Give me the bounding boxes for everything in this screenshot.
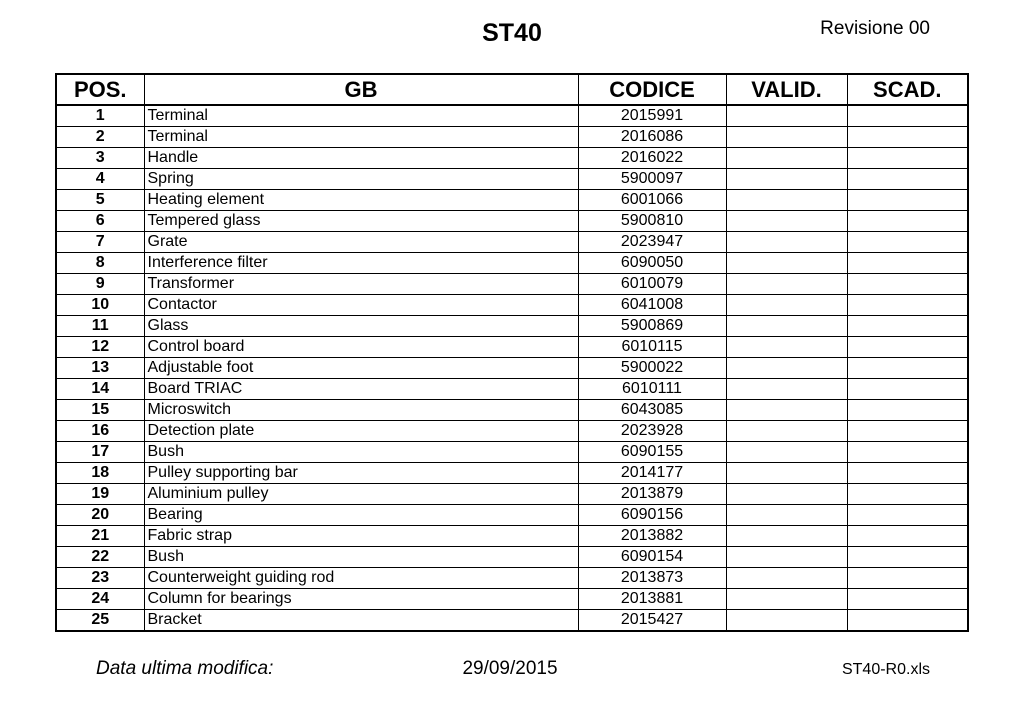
cell-code: 6010111 — [578, 379, 726, 400]
cell-description: Transformer — [144, 274, 578, 295]
table-row — [56, 295, 968, 316]
cell-pos: 22 — [56, 547, 144, 568]
cell-description: Bracket — [144, 610, 578, 632]
cell-scad — [847, 274, 968, 295]
cell-code: 2023947 — [578, 232, 726, 253]
table-row — [56, 127, 968, 148]
cell-valid — [726, 127, 847, 148]
cell-pos: 3 — [56, 148, 144, 169]
cell-pos: 16 — [56, 421, 144, 442]
cell-scad — [847, 463, 968, 484]
cell-code: 2016022 — [578, 148, 726, 169]
table-row — [56, 105, 968, 127]
cell-description: Pulley supporting bar — [144, 463, 578, 484]
cell-pos: 4 — [56, 169, 144, 190]
column-header-gb: GB — [144, 74, 578, 105]
table-row — [56, 568, 968, 589]
cell-code: 6090050 — [578, 253, 726, 274]
cell-valid — [726, 316, 847, 337]
cell-pos: 17 — [56, 442, 144, 463]
cell-valid — [726, 274, 847, 295]
cell-description: Heating element — [144, 190, 578, 211]
table-row — [56, 211, 968, 232]
cell-valid — [726, 484, 847, 505]
parts-table — [55, 73, 969, 632]
cell-code: 2014177 — [578, 463, 726, 484]
table-row — [56, 274, 968, 295]
cell-pos: 2 — [56, 127, 144, 148]
cell-code: 2013873 — [578, 568, 726, 589]
cell-description: Bearing — [144, 505, 578, 526]
cell-valid — [726, 253, 847, 274]
table-row — [56, 337, 968, 358]
cell-description: Board TRIAC — [144, 379, 578, 400]
cell-scad — [847, 127, 968, 148]
cell-code: 2015991 — [578, 105, 726, 127]
cell-code: 2013879 — [578, 484, 726, 505]
cell-valid — [726, 105, 847, 127]
cell-valid — [726, 568, 847, 589]
cell-valid — [726, 337, 847, 358]
cell-scad — [847, 358, 968, 379]
cell-scad — [847, 568, 968, 589]
cell-pos: 12 — [56, 337, 144, 358]
cell-valid — [726, 547, 847, 568]
cell-description: Terminal — [144, 127, 578, 148]
cell-description: Aluminium pulley — [144, 484, 578, 505]
cell-code: 2016086 — [578, 127, 726, 148]
column-header-scad: SCAD. — [847, 74, 968, 105]
cell-description: Handle — [144, 148, 578, 169]
cell-scad — [847, 232, 968, 253]
cell-scad — [847, 400, 968, 421]
cell-description: Spring — [144, 169, 578, 190]
cell-pos: 23 — [56, 568, 144, 589]
cell-code: 5900810 — [578, 211, 726, 232]
cell-description: Contactor — [144, 295, 578, 316]
cell-pos: 13 — [56, 358, 144, 379]
cell-code: 6041008 — [578, 295, 726, 316]
cell-valid — [726, 400, 847, 421]
cell-scad — [847, 589, 968, 610]
cell-valid — [726, 421, 847, 442]
cell-code: 2023928 — [578, 421, 726, 442]
table-row — [56, 190, 968, 211]
cell-description: Fabric strap — [144, 526, 578, 547]
last-modified-label: Data ultima modifica: — [96, 658, 274, 679]
cell-pos: 21 — [56, 526, 144, 547]
cell-scad — [847, 211, 968, 232]
cell-pos: 7 — [56, 232, 144, 253]
cell-description: Adjustable foot — [144, 358, 578, 379]
cell-pos: 8 — [56, 253, 144, 274]
cell-pos: 5 — [56, 190, 144, 211]
cell-code: 6090154 — [578, 547, 726, 568]
cell-description: Control board — [144, 337, 578, 358]
cell-scad — [847, 547, 968, 568]
cell-valid — [726, 610, 847, 632]
table-row — [56, 232, 968, 253]
table-row — [56, 589, 968, 610]
cell-pos: 10 — [56, 295, 144, 316]
cell-description: Interference filter — [144, 253, 578, 274]
cell-valid — [726, 589, 847, 610]
cell-code: 6090156 — [578, 505, 726, 526]
cell-description: Detection plate — [144, 421, 578, 442]
last-modified-date: 29/09/2015 — [462, 658, 558, 679]
cell-pos: 15 — [56, 400, 144, 421]
cell-pos: 25 — [56, 610, 144, 632]
cell-description: Column for bearings — [144, 589, 578, 610]
table-row — [56, 169, 968, 190]
cell-scad — [847, 505, 968, 526]
cell-valid — [726, 463, 847, 484]
cell-description: Glass — [144, 316, 578, 337]
revision-label: Revisione 00 — [820, 18, 930, 39]
table-row — [56, 316, 968, 337]
cell-scad — [847, 190, 968, 211]
cell-pos: 6 — [56, 211, 144, 232]
table-row — [56, 253, 968, 274]
cell-code: 6010079 — [578, 274, 726, 295]
cell-pos: 18 — [56, 463, 144, 484]
table-header-row — [56, 74, 968, 105]
cell-pos: 19 — [56, 484, 144, 505]
cell-valid — [726, 442, 847, 463]
table-row — [56, 421, 968, 442]
column-header-pos: POS. — [56, 74, 144, 105]
cell-scad — [847, 253, 968, 274]
cell-scad — [847, 484, 968, 505]
table-row — [56, 358, 968, 379]
cell-pos: 24 — [56, 589, 144, 610]
cell-valid — [726, 358, 847, 379]
cell-pos: 9 — [56, 274, 144, 295]
cell-valid — [726, 379, 847, 400]
file-name: ST40-R0.xls — [841, 661, 930, 678]
cell-scad — [847, 105, 968, 127]
cell-pos: 14 — [56, 379, 144, 400]
cell-code: 2015427 — [578, 610, 726, 632]
cell-valid — [726, 148, 847, 169]
document-title: ST40 — [482, 19, 542, 47]
cell-code: 6010115 — [578, 337, 726, 358]
cell-scad — [847, 148, 968, 169]
cell-scad — [847, 316, 968, 337]
table-row — [56, 610, 968, 632]
table-row — [56, 400, 968, 421]
cell-scad — [847, 442, 968, 463]
cell-valid — [726, 295, 847, 316]
table-row — [56, 505, 968, 526]
cell-valid — [726, 211, 847, 232]
cell-description: Tempered glass — [144, 211, 578, 232]
table-row — [56, 148, 968, 169]
table-row — [56, 463, 968, 484]
cell-scad — [847, 421, 968, 442]
table-row — [56, 547, 968, 568]
cell-scad — [847, 295, 968, 316]
cell-code: 6001066 — [578, 190, 726, 211]
cell-scad — [847, 337, 968, 358]
cell-description: Microswitch — [144, 400, 578, 421]
cell-description: Bush — [144, 442, 578, 463]
cell-scad — [847, 379, 968, 400]
cell-valid — [726, 232, 847, 253]
cell-valid — [726, 505, 847, 526]
cell-code: 6090155 — [578, 442, 726, 463]
table-row — [56, 379, 968, 400]
parts-table-body — [56, 105, 968, 631]
cell-code: 5900097 — [578, 169, 726, 190]
cell-description: Grate — [144, 232, 578, 253]
cell-description: Terminal — [144, 105, 578, 127]
cell-valid — [726, 169, 847, 190]
cell-scad — [847, 526, 968, 547]
cell-valid — [726, 190, 847, 211]
cell-pos: 11 — [56, 316, 144, 337]
cell-code: 2013881 — [578, 589, 726, 610]
cell-description: Counterweight guiding rod — [144, 568, 578, 589]
table-row — [56, 526, 968, 547]
table-row — [56, 484, 968, 505]
cell-pos: 1 — [56, 105, 144, 127]
column-header-codice: CODICE — [578, 74, 726, 105]
column-header-valid: VALID. — [726, 74, 847, 105]
cell-scad — [847, 169, 968, 190]
cell-valid — [726, 526, 847, 547]
cell-pos: 20 — [56, 505, 144, 526]
cell-code: 2013882 — [578, 526, 726, 547]
cell-scad — [847, 610, 968, 632]
table-row — [56, 442, 968, 463]
cell-description: Bush — [144, 547, 578, 568]
cell-code: 5900022 — [578, 358, 726, 379]
cell-code: 5900869 — [578, 316, 726, 337]
cell-code: 6043085 — [578, 400, 726, 421]
